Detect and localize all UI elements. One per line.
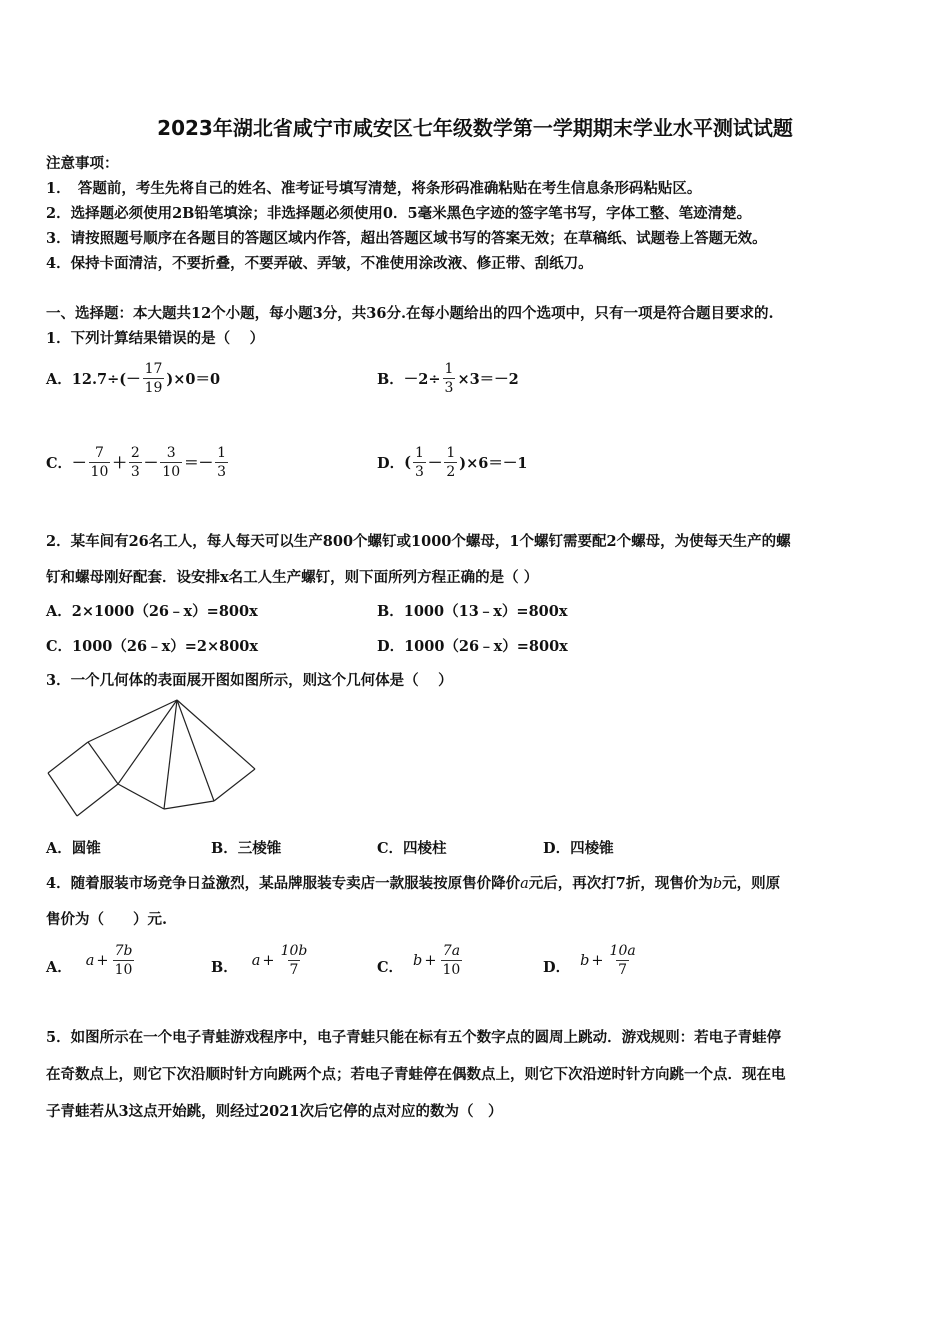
net-edge [118,784,164,809]
q4-stem-part2: 元后，再次打7折，现售价为 [528,875,713,892]
q1-a-post: )×0＝0 [166,371,221,388]
q4-b-op: + [262,952,275,969]
q1-b-pre: －2÷ [403,371,441,388]
q1-a-label: A． [46,371,72,388]
notice-item-3: 3．请按照题号顺序在各题目的答题区域内作答，超出答题区域书写的答案无效；在草稿纸、试题卷上答题无效。 [46,230,767,247]
q1-c-frac3 [160,444,182,481]
q2-option-a[interactable]: A．2×1000（26﹣x）=800x [46,603,258,620]
q1-d-mid: － [427,455,443,472]
q4-stem-part3: 元，则原 [722,875,781,892]
notice-item-2: 2．选择题必须使用2B铅笔填涂；非选择题必须使用0．5毫米黑色字迹的签字笔书写，字体工整、笔迹清楚。 [46,205,752,222]
q1-c-d2: 3 [130,464,140,480]
q1-b-den: 3 [444,380,454,396]
q2-stem-line2: 钉和螺母刚好配套．设安排x名工人生产螺钉，则下面所列方程正确的是（ ） [46,569,539,586]
q4-d-op: + [591,952,604,969]
q4-a-den: 10 [114,962,133,978]
notice-item-4: 4．保持卡面清洁，不要折叠，不要弄破、弄皱，不准使用涂改液、修正带、刮纸刀。 [46,255,593,272]
q4-option-a[interactable] [46,942,136,979]
page-title: 2023年湖北省咸宁市咸安区七年级数学第一学期期末学业水平测试试题 [157,116,793,140]
q1-c-frac1 [89,444,111,481]
q4-b-den: 7 [289,962,299,978]
q1-d-n1: 1 [414,445,424,461]
net-edge [48,773,77,816]
q4-a-num: 7b [114,943,133,959]
q1-c-s2: ＋ [112,455,127,472]
q4-b-num: 10b [280,943,308,959]
q4-d-label: D． [543,959,571,976]
net-edge [177,700,255,769]
q5-stem-line3: 子青蛙若从3这点开始跳，则经过2021次后它停的点对应的数为（ ） [46,1103,503,1120]
net-diagram [40,695,270,825]
q4-var-a: a [520,876,529,892]
q4-stem-line2: 售价为（ ）元. [46,911,168,928]
q4-c-label: C． [377,959,404,976]
q1-option-a[interactable] [46,360,220,397]
q1-d-d1: 3 [414,464,424,480]
q4-stem-part1: 4．随着服装市场竞争日益激烈，某品牌服装专卖店一款服装按原售价降价 [46,875,521,892]
q1-c-d3: 10 [162,464,181,480]
q1-c-frac4 [215,444,228,481]
q4-c-lead: b [413,952,423,969]
q4-var-b: b [712,876,723,892]
q4-d-fraction [608,942,638,979]
q1-c-n4: 1 [217,445,227,461]
net-edge [177,700,214,801]
q1-c-n3: 3 [166,445,176,461]
q1-c-frac2 [129,444,142,481]
q1-c-s4: ＝－ [184,455,214,472]
q1-option-d[interactable] [377,444,528,481]
net-edge [88,742,118,784]
q4-option-d[interactable] [543,942,640,979]
q4-stem-line1 [46,872,780,893]
q1-d-n2: 1 [446,445,456,461]
q2-option-c[interactable]: C．1000（26﹣x）=2×800x [46,638,259,655]
q4-b-label: B． [211,959,238,976]
q1-c-label: C． [46,455,73,472]
q1-stem: 1．下列计算结果错误的是（ ） [46,330,265,347]
notice-heading: 注意事项： [46,155,119,172]
q1-a-num: 17 [144,361,163,377]
q1-option-b[interactable] [377,360,519,397]
q1-c-d1: 10 [90,464,109,480]
q4-c-op: + [424,952,437,969]
q3-option-a[interactable]: A．圆锥 [46,840,101,857]
q1-a-pre: 12.7÷(－ [71,371,141,388]
q1-a-fraction [143,360,165,397]
q4-option-c[interactable] [377,942,464,979]
q2-option-d[interactable]: D．1000（26﹣x）=800x [377,638,568,655]
q2-option-b[interactable]: B．1000（13﹣x）=800x [377,603,568,620]
q3-option-c[interactable]: C．四棱柱 [377,840,447,857]
q4-c-fraction [441,942,463,979]
q4-d-num: 10a [609,943,636,959]
notice-item-1: 1． 答题前，考生先将自己的姓名、准考证号填写清楚，将条形码准确粘贴在考生信息条形码粘贴区。 [46,180,702,197]
q4-a-op: + [96,952,109,969]
q4-a-lead: a [85,952,95,969]
q1-a-den: 19 [144,380,163,396]
q1-d-d2: 2 [446,464,456,480]
q4-d-den: 7 [618,962,628,978]
q2-stem-line1: 2．某车间有26名工人，每人每天可以生产800个螺钉或1000个螺母，1个螺钉需要配2个螺母，为使每天生产的螺 [46,533,791,550]
q1-d-post: )×6＝－1 [459,455,528,472]
q1-c-s3: － [143,455,159,472]
net-edge [88,700,177,742]
q1-d-pre: ( [404,454,411,471]
q4-d-lead: b [580,952,590,969]
q1-b-fraction [443,360,456,397]
q1-d-label: D． [377,455,405,472]
q1-c-n2: 2 [130,445,140,461]
q4-option-b[interactable] [211,942,311,979]
q1-c-s1: － [72,455,87,472]
q1-d-frac1 [413,444,426,481]
q3-stem: 3．一个几何体的表面展开图如图所示，则这个几何体是（ ） [46,672,453,689]
q4-a-label: A． [46,959,72,976]
net-edge [77,784,118,816]
q5-stem-line2: 在奇数点上，则它下次沿顺时针方向跳两个点；若电子青蛙停在偶数点上，则它下次沿逆时针方向跳一个点．现在电 [46,1066,786,1083]
q1-option-c[interactable] [46,444,230,481]
net-edge [164,801,214,809]
q1-b-num: 1 [444,361,454,377]
q3-option-b[interactable]: B．三棱锥 [211,840,282,857]
q1-c-n1: 7 [95,445,104,461]
net-edge [48,742,88,773]
q4-b-lead: a [251,952,261,969]
q4-a-fraction [113,942,135,979]
q1-c-d4: 3 [217,464,227,480]
section-heading: 一、选择题：本大题共12个小题，每小题3分，共36分.在每小题给出的四个选项中，只有一项是符合题目要求的. [46,305,774,322]
q1-b-post: ×3＝－2 [457,371,519,388]
net-edge [214,769,255,801]
q4-b-fraction [279,942,310,979]
q4-c-den: 10 [442,962,461,978]
q1-b-label: B． [377,371,404,388]
q3-option-d[interactable]: D．四棱锥 [543,840,614,857]
q5-stem-line1: 5．如图所示在一个电子青蛙游戏程序中，电子青蛙只能在标有五个数字点的圆周上跳动．游戏规则：若电子青蛙停 [46,1029,782,1046]
q4-c-num: 7a [442,943,461,959]
q1-d-frac2 [444,444,457,481]
